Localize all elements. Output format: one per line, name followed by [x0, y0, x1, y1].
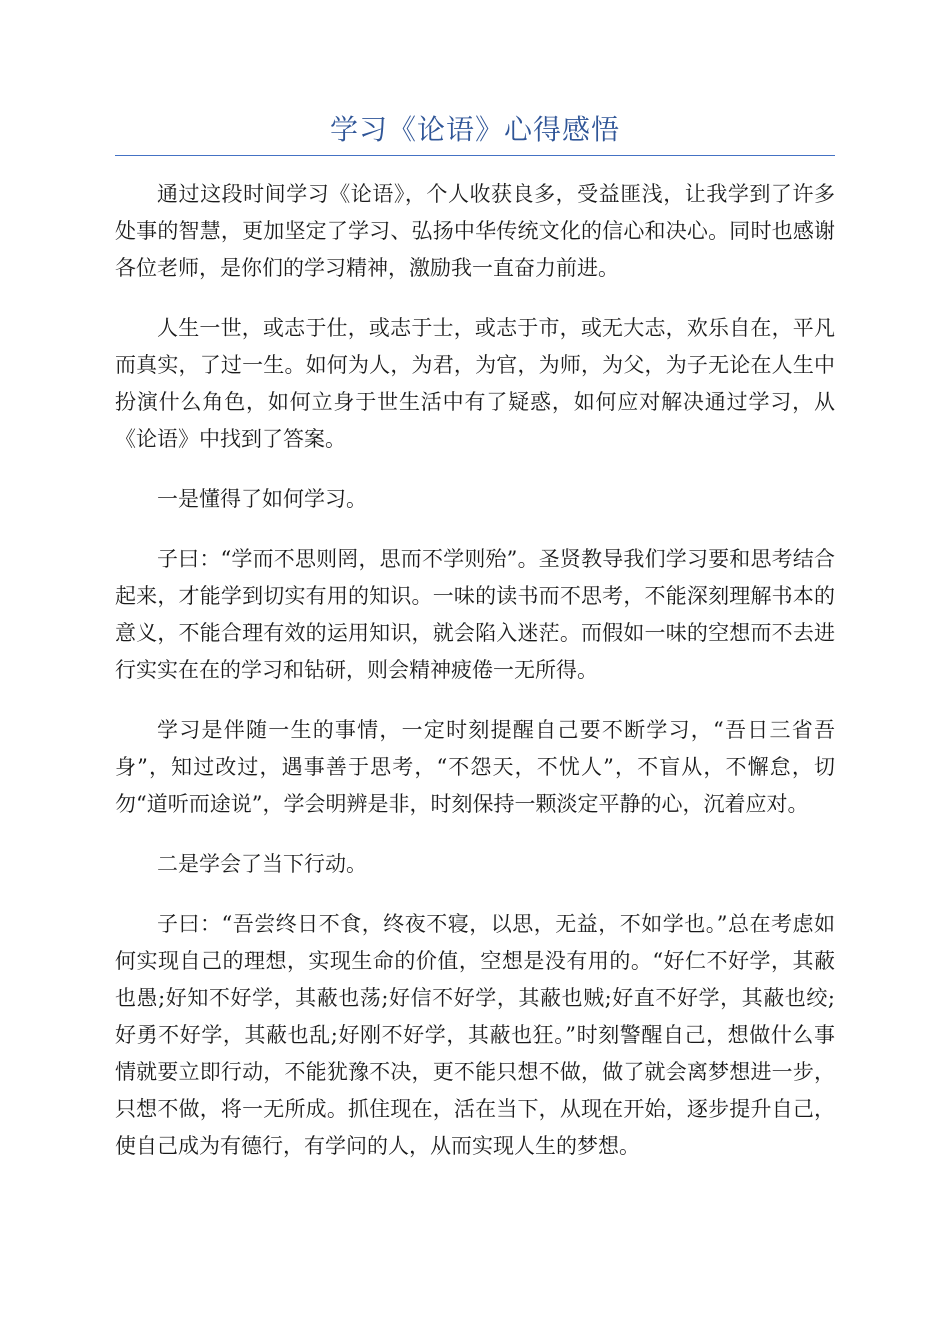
paragraph-learning-quote: 子曰：“学而不思则罔，思而不学则殆”。圣贤教导我们学习要和思考结合起来，才能学到切实有用的知识。一味的读书而不思考，不能深刻理解书本的意义，不能合理有效的运用知识，就会陷入迷茫。而假如一味的空想而不去进行实实在在的学习和钻研，则会精神疲倦一无所得。 [115, 547, 835, 682]
title-block [115, 108, 835, 156]
document-body [115, 176, 835, 1188]
section-heading-action: 二是学会了当下行动。 [157, 852, 367, 876]
page-title: 学习《论语》心得感悟 [329, 113, 620, 146]
paragraph-lifelong-learning: 学习是伴随一生的事情，一定时刻提醒自己要不断学习，“吾日三省吾身”，知过改过，遇事善于思考，“不怨天，不忧人”，不盲从，不懈怠，切勿“道听而途说”，学会明辨是非，时刻保持一颗淡定平静的心，沉着应对。 [115, 718, 835, 816]
section-heading-learning: 一是懂得了如何学习。 [157, 487, 367, 511]
paragraph-intro: 通过这段时间学习《论语》，个人收获良多，受益匪浅，让我学到了许多处事的智慧，更加坚定了学习、弘扬中华传统文化的信心和决心。同时也感谢各位老师，是你们的学习精神，激励我一直奋力前进。 [115, 182, 835, 280]
title-underline [115, 155, 835, 156]
paragraph-action-quote: 子曰：“吾尝终日不食，终夜不寝，以思，无益，不如学也。”总在考虑如何实现自己的理想，实现生命的价值，空想是没有用的。“好仁不好学，其蔽也愚;好知不好学，其蔽也荡;好信不好学，其蔽也贼;好直不好学，其蔽也绞;好勇不好学，其蔽也乱;好刚不好学，其蔽也狂。”时刻警醒自己，想做什么事情就要立即行动，不能犹豫不决，更不能只想不做，做了就会离梦想进一步，只想不做，将一无所成。抓住现在，活在当下，从现在开始，逐步提升自己，使自己成为有德行，有学问的人，从而实现人生的梦想。 [115, 912, 835, 1158]
paragraph-life: 人生一世，或志于仕，或志于士，或志于市，或无大志，欢乐自在，平凡而真实，了过一生。如何为人，为君，为官，为师，为父，为子无论在人生中扮演什么角色，如何立身于世生活中有了疑惑，如何应对解决通过学习，从《论语》中找到了答案。 [115, 316, 835, 451]
